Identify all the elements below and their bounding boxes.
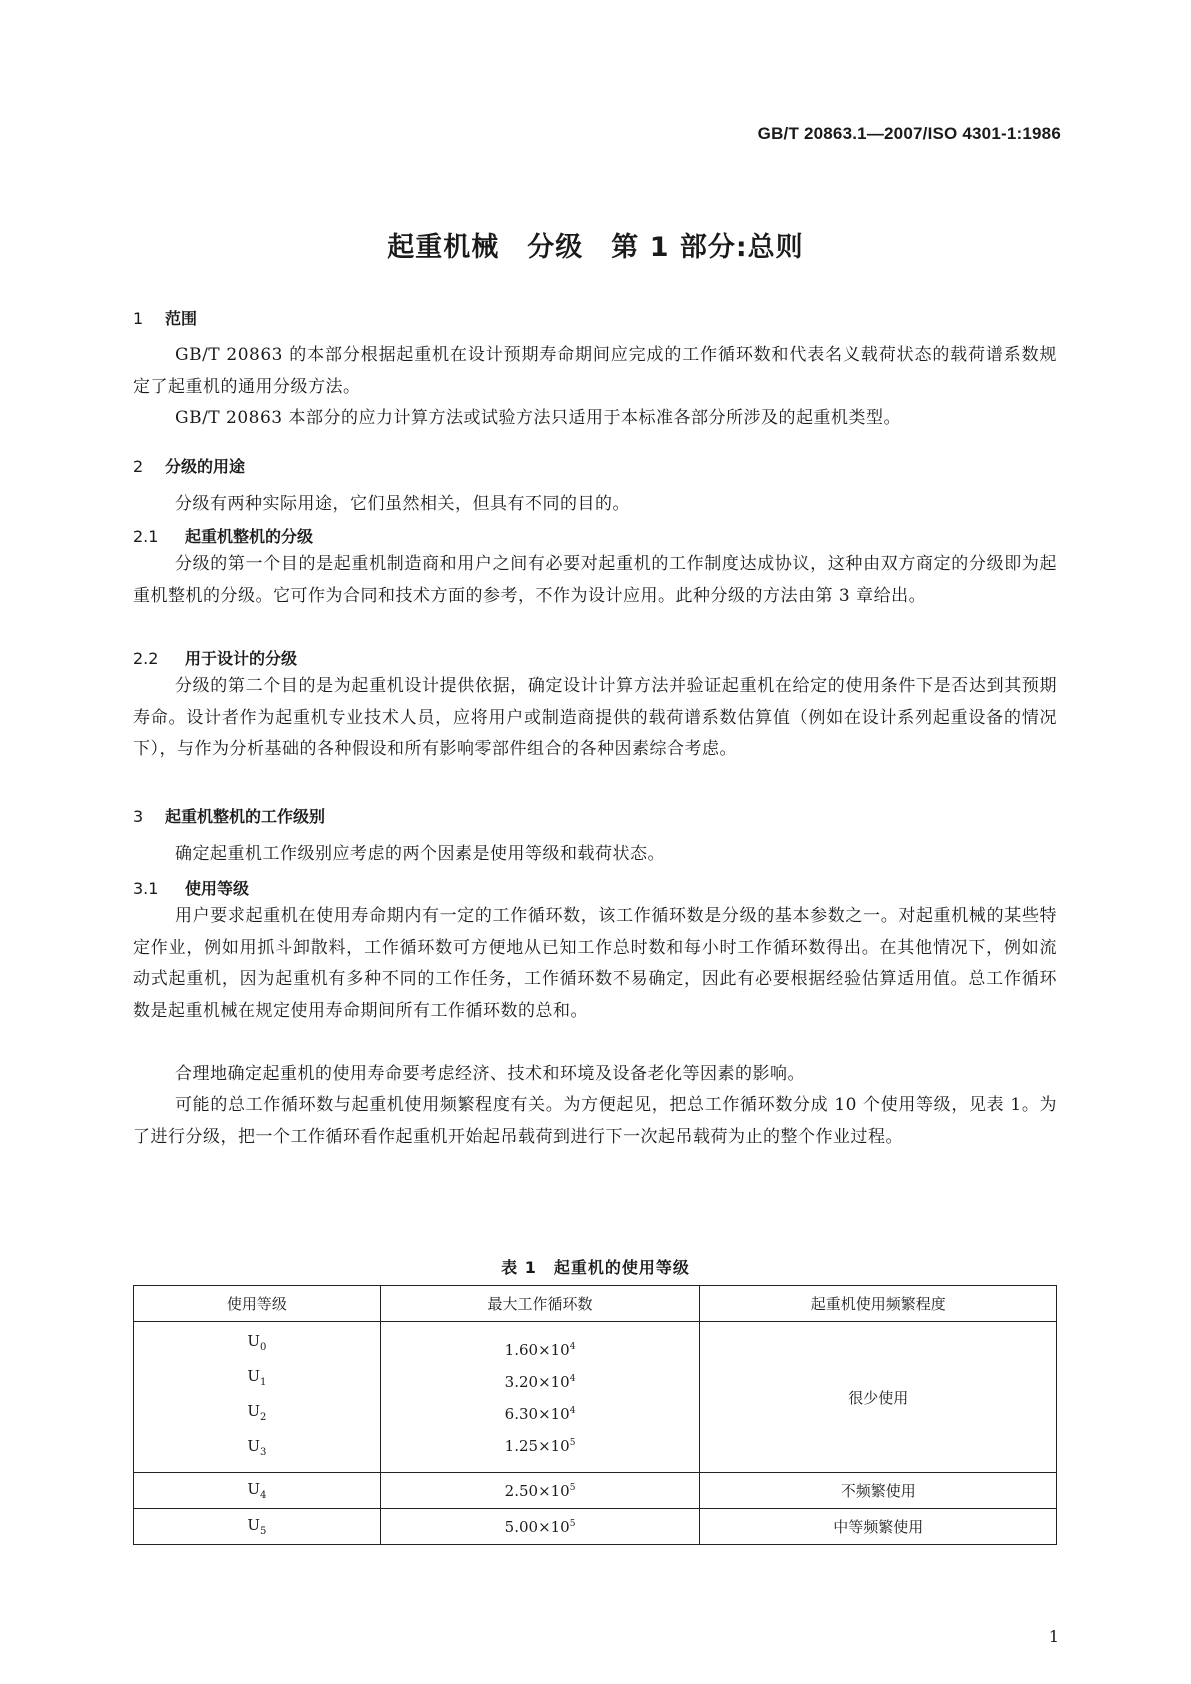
usage-class-table — [133, 1285, 1057, 1545]
frequency-u4: 不频繁使用 — [700, 1473, 1057, 1509]
header-max-cycles: 最大工作循环数 — [380, 1286, 700, 1322]
paragraph-group-classification-factors: 确定起重机工作级别应考虑的两个因素是使用等级和载荷状态。 — [175, 844, 665, 864]
section-3-heading: 3 起重机整机的工作级别 — [133, 807, 326, 826]
paragraph-total-cycles: 可能的总工作循环数与起重机使用频繁程度有关。为方便起见，把总工作循环数分成 10 个使用等级，见表 1。为了进行分级，把一个工作循环看作起重机开始起吊载荷到进行下一次起吊载荷为止的整个作业过程。 — [133, 1095, 1057, 1147]
usage-class-u3: $U_3$ — [247, 1437, 267, 1458]
paragraph-uses: 分级有两种实际用途，它们虽然相关，但具有不同的目的。 — [175, 494, 630, 514]
max-cycles-u1: $3.20\times 10^4$ — [504, 1373, 576, 1391]
paragraph-service-life: 合理地确定起重机的使用寿命要考虑经济、技术和环境及设备老化等因素的影响。 — [175, 1064, 805, 1084]
table-caption: 表 1 起重机的使用等级 — [501, 1258, 690, 1277]
max-cycles-u3: $1.25\times 10^5$ — [504, 1437, 576, 1455]
section-1-heading: 1 范围 — [133, 309, 198, 328]
paragraph-scope-1: GB/T 20863 的本部分根据起重机在设计预期寿命期间应完成的工作循环数和代表名义载荷状态的载荷谱系数规定了起重机的通用分级方法。 — [133, 345, 1057, 397]
section-2-1-heading: 2.1 起重机整机的分级 — [133, 527, 314, 546]
paragraph-whole-crane-classification: 分级的第一个目的是起重机制造商和用户之间有必要对起重机的工作制度达成协议，这种由双方商定的分级即为起重机整机的分级。它可作为合同和技术方面的参考，不作为设计应用。此种分级的方法由第 3 章给出。 — [133, 554, 1057, 606]
usage-class-u5: $U_5$ — [134, 1509, 381, 1545]
frequency-u5: 中等频繁使用 — [700, 1509, 1057, 1545]
standard-number: GB/T 20863.1—2007/ISO 4301-1:1986 — [757, 124, 1061, 143]
max-cycles-u2: $6.30\times 10^4$ — [504, 1405, 576, 1423]
frequency-rarely-used: 很少使用 — [700, 1322, 1057, 1473]
max-cycles-u0: $1.60\times 10^4$ — [504, 1341, 576, 1359]
table-row — [134, 1509, 1057, 1545]
usage-class-u0: $U_0$ — [247, 1332, 267, 1353]
table-header-row — [134, 1286, 1057, 1322]
table-row — [134, 1473, 1057, 1509]
usage-class-u1: $U_1$ — [247, 1367, 267, 1388]
section-2-2-heading: 2.2 用于设计的分级 — [133, 649, 298, 668]
max-cycles-u4: $2.50\times 10^5$ — [380, 1473, 700, 1509]
page-title: 起重机械 分级 第 1 部分:总则 — [387, 232, 804, 263]
paragraph-scope-2: GB/T 20863 本部分的应力计算方法或试验方法只适用于本标准各部分所涉及的起重机类型。 — [175, 408, 902, 428]
max-cycles-group-u0-u3 — [380, 1322, 700, 1473]
section-2-heading: 2 分级的用途 — [133, 457, 246, 476]
header-frequency: 起重机使用频繁程度 — [700, 1286, 1057, 1322]
page-number: 1 — [1048, 1627, 1059, 1646]
paragraph-usage-class: 用户要求起重机在使用寿命期内有一定的工作循环数，该工作循环数是分级的基本参数之一。对起重机械的某些特定作业，例如用抓斗卸散料，工作循环数可方便地从已知工作总时数和每小时工作循环数得出。在其他情况下，例如流动式起重机，因为起重机有多种不同的工作任务，工作循环数不易确定，因此有必要根据经验估算适用值。总工作循环数是起重机械在规定使用寿命期间所有工作循环数的总和。 — [133, 906, 1057, 1021]
max-cycles-u5: $5.00\times 10^5$ — [380, 1509, 700, 1545]
usage-class-group-u0-u3 — [134, 1322, 381, 1473]
usage-class-u2: $U_2$ — [247, 1402, 267, 1423]
table-row — [134, 1322, 1057, 1473]
usage-class-u4: $U_4$ — [134, 1473, 381, 1509]
header-usage-class: 使用等级 — [134, 1286, 381, 1322]
section-3-1-heading: 3.1 使用等级 — [133, 879, 250, 898]
paragraph-design-classification: 分级的第二个目的是为起重机设计提供依据，确定设计计算方法并验证起重机在给定的使用条件下是否达到其预期寿命。设计者作为起重机专业技术人员，应将用户或制造商提供的载荷谱系数估算值（例如在设计系列起重设备的情况下），与作为分析基础的各种假设和所有影响零部件组合的各种因素综合考虑。 — [133, 676, 1057, 759]
